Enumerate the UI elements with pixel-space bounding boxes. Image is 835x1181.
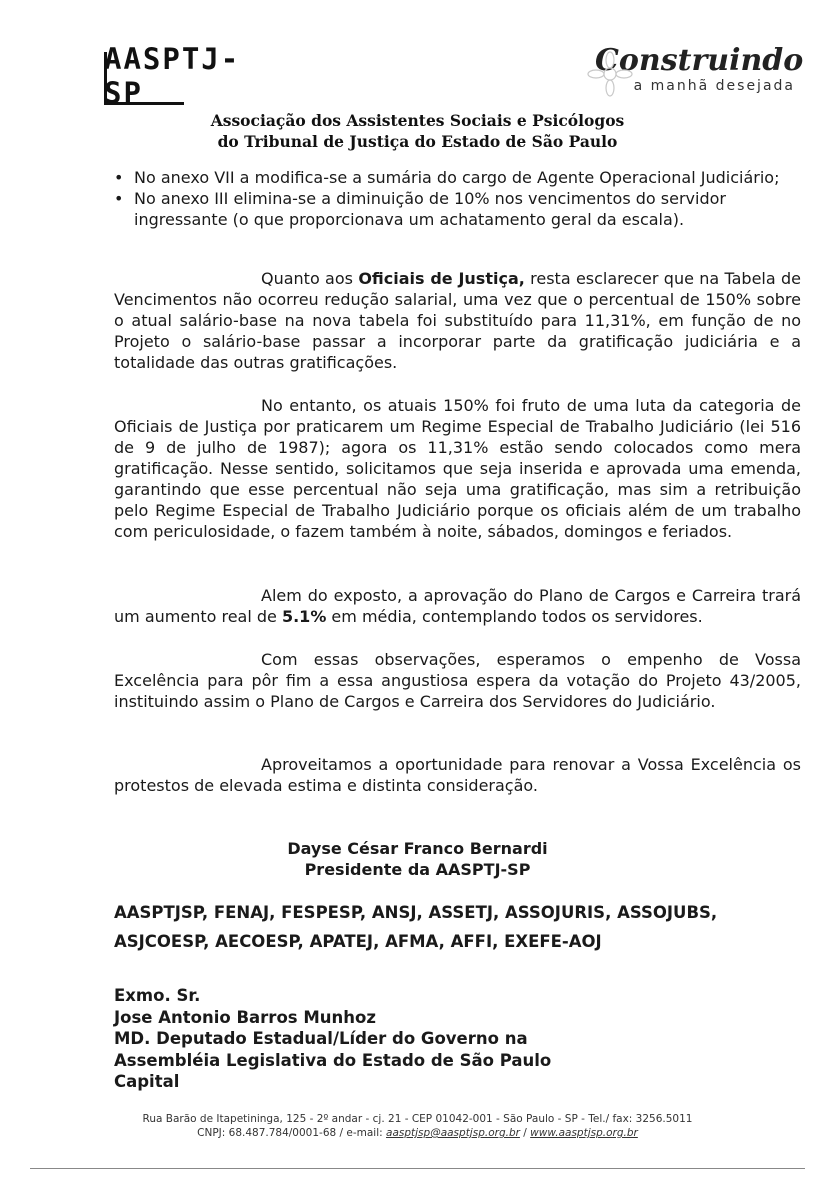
recipient-salutation: Exmo. Sr. (114, 986, 201, 1005)
footer-contact (0, 1126, 835, 1140)
paragraph-com-essas: Com essas observações, esperamos o empenho de Vossa Excelência para pôr fim a essa angustiosa espera da votação do Projeto 43/2005, instituindo assim o Plano de Cargos e Carreira dos Servidores do Judiciário. (114, 650, 801, 711)
footer-separator: / (519, 1127, 531, 1139)
list-item (114, 167, 804, 188)
signature-title: Presidente da AASPTJ-SP (304, 860, 531, 879)
slogan-logo (595, 43, 804, 104)
recipient-name: Jose Antonio Barros Munhoz (114, 1007, 376, 1027)
bullet-text: No anexo VII a modifica-se a sumária do cargo de Agente Operacional Judiciário; (134, 168, 780, 187)
signature-name: Dayse César Franco Bernardi (287, 839, 548, 858)
recipient-city: Capital (114, 1072, 180, 1091)
organizations-line-1: AASPTJSP, FENAJ, FESPESP, ANSJ, ASSETJ, ASSOJURIS, ASSOJUBS, (114, 903, 718, 922)
slogan-subtitle: a manhã desejada (633, 78, 795, 94)
paragraph-text: resta esclarecer que na Tabela de Vencimentos não ocorreu redução salarial, uma vez que o percentual de 150% sobre o atual salário-base na nova tabela foi substituído para 11,31%, em função de no Projeto o salário-base passar a incorporar parte da gratificação judiciária e a totalidade das outras gratificações. (114, 269, 802, 372)
paragraph-oficiais (114, 268, 801, 373)
association-header (0, 110, 835, 152)
paragraph-aproveitamos: Aproveitamos a oportunidade para renovar a Vossa Excelência os protestos de elevada estima e distinta consideração. (114, 755, 801, 795)
paragraph-no-entanto: No entanto, os atuais 150% foi fruto de uma luta da categoria de Oficiais de Justiça por praticarem um Regime Especial de Trabalho Judiciário (lei 516 de 9 de julho de 1987); agora os 11,31% estão sendo colocados como mera gratificação. Nesse sentido, solicitamos que seja inserida e aprovada uma emenda, garantindo que esse percentual não seja uma gratificação, mas sim a retribuição pelo Regime Especial de Trabalho Judiciário porque os oficiais além de um trabalho com periculosidade, o fazem também à noite, sábados, domingos e feriados. (114, 396, 801, 541)
slogan-script: Construindo (595, 43, 804, 78)
flower-decoration-icon (585, 44, 635, 104)
aasptj-logo (88, 40, 268, 110)
logo-text: AASPTJ-SP (104, 42, 241, 110)
signature-block (0, 838, 835, 880)
association-line-1: Associação dos Assistentes Sociais e Psicólogos (210, 111, 625, 130)
bullet-text: No anexo III elimina-se a diminuição de 10% nos vencimentos do servidor ingressante (o que proporcionava um achatamento geral da escala). (134, 189, 726, 229)
organizations-line-2: ASJCOESP, AECOESP, APATEJ, AFMA, AFFI, EXEFE-AOJ (114, 932, 602, 951)
email-link[interactable]: aasptjsp@aasptjsp.org.br (386, 1127, 520, 1139)
list-item (114, 188, 804, 230)
recipient-institution: Assembléia Legislativa do Estado de São Paulo (114, 1050, 552, 1070)
association-line-2: do Tribunal de Justiça do Estado de São Paulo (217, 132, 618, 151)
website-link[interactable]: www.aasptjsp.org.br (530, 1127, 638, 1139)
paragraph-alem (114, 585, 801, 627)
paragraph-text: Quanto aos (261, 269, 359, 288)
bullet-icon: • (114, 168, 124, 187)
recipient-block (114, 985, 714, 1093)
organizations-list (114, 898, 804, 956)
footer-address: Rua Barão de Itapetininga, 125 - 2º andar - cj. 21 - CEP 01042-001 - São Paulo - SP - Tel./ fax: 3256.5011 (142, 1113, 693, 1125)
paragraph-bold: Oficiais de Justiça, (358, 269, 525, 288)
paragraph-text: em média, contemplando todos os servidores. (326, 607, 703, 626)
recipient-role: MD. Deputado Estadual/Líder do Governo na (114, 1029, 528, 1048)
paragraph-text: Alem do exposto, a aprovação do Plano de Cargos e Carreira trará um aumento real de (114, 586, 801, 626)
bullet-list (114, 167, 804, 230)
footer-divider (30, 1168, 805, 1169)
paragraph-bold: 5.1% (281, 607, 327, 626)
footer (0, 1112, 835, 1140)
footer-cnpj: CNPJ: 68.487.784/0001-68 / e-mail: (197, 1127, 387, 1139)
bullet-icon: • (114, 189, 124, 208)
